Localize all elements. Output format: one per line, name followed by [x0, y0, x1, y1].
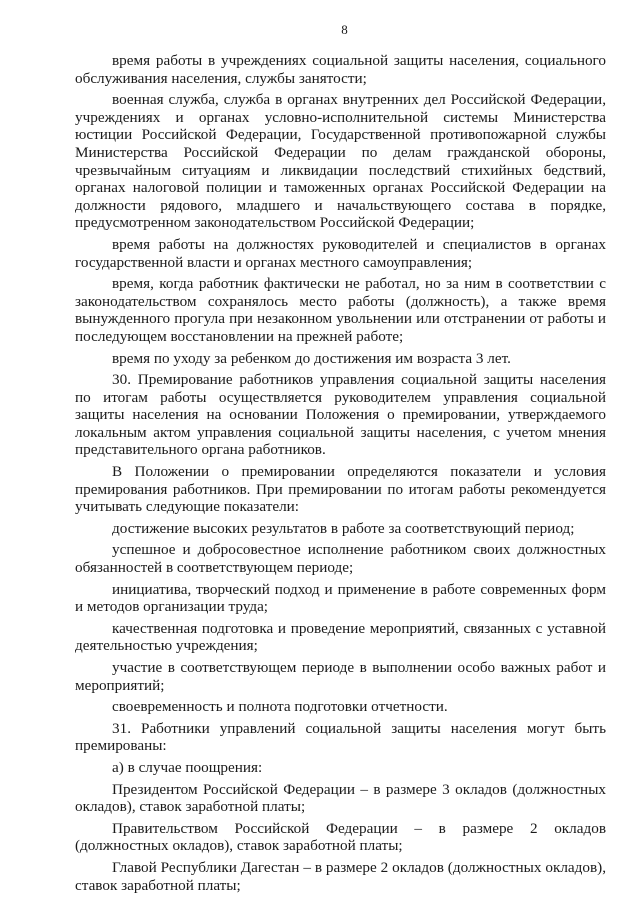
paragraph: Президентом Российской Федерации – в размере 3 окладов (должностных окладов), ставок заработной платы; [75, 780, 606, 816]
paragraph: время по уходу за ребенком до достижения им возраста 3 лет. [112, 349, 511, 367]
paragraph: военная служба, служба в органах внутренних дел Российской Федерации, учреждениях и органах условно-исполнительной системы Министерства юстиции Российской Федерации, Государственной противопожарной службы Министерства Российской Федерации по делам гражданской обороны, чрезвычайным ситуациям и ликвидации последствий стихийных бедствий, органах налоговой полиции и таможенных органах Российской Федерации на должности рядового, младшего и начальствующего состава в порядке, предусмотренном законодательством Российской Федерации; [75, 91, 606, 232]
paragraph: В Положении о премировании определяются показатели и условия премирования работников. При премировании по итогам работы рекомендуется учитывать следующие показатели: [75, 463, 606, 516]
paragraph: а) в случае поощрения: [112, 758, 263, 776]
paragraph: Правительством Российской Федерации – в размере 2 окладов (должностных окладов), ставок заработной платы; [75, 819, 606, 855]
paragraph: Главой Республики Дагестан – в размере 2 окладов (должностных окладов), ставок заработной платы; [75, 858, 606, 894]
paragraph: время работы на должностях руководителей и специалистов в органах государственной власти и органах местного самоуправления; [75, 235, 606, 271]
paragraph: достижение высоких результатов в работе за соответствующий период; [112, 519, 575, 537]
paragraph: успешное и добросовестное исполнение работником своих должностных обязанностей в соответствующем периоде; [75, 541, 606, 577]
paragraph: 30. Премирование работников управления социальной защиты населения по итогам работы осуществляется руководителем управления социальной защиты населения на основании Положения о премировании, утверждаемого локальным актом управления социальной защиты населения, с учетом мнения представительного органа работников. [75, 371, 606, 459]
paragraph: качественная подготовка и проведение мероприятий, связанных с уставной деятельностью учреждения; [75, 619, 606, 655]
document-body [75, 52, 606, 894]
paragraph: время работы в учреждениях социальной защиты населения, социального обслуживания населения, службы занятости; [75, 52, 606, 87]
paragraph: участие в соответствующем периоде в выполнении особо важных работ и мероприятий; [75, 659, 606, 694]
page-number: 8 [341, 22, 348, 37]
paragraph: 31. Работники управлений социальной защиты населения могут быть премированы: [75, 719, 606, 755]
paragraph: своевременность и полнота подготовки отчетности. [112, 698, 448, 716]
paragraph: время, когда работник фактически не работал, но за ним в соответствии с законодательством сохранялось место работы (должность), а также время вынужденного прогула при незаконном увольнении или отстранении от работы и последующем восстановлении на прежней работе; [75, 275, 606, 345]
paragraph: инициатива, творческий подход и применение в работе современных форм и методов организации труда; [75, 580, 606, 616]
